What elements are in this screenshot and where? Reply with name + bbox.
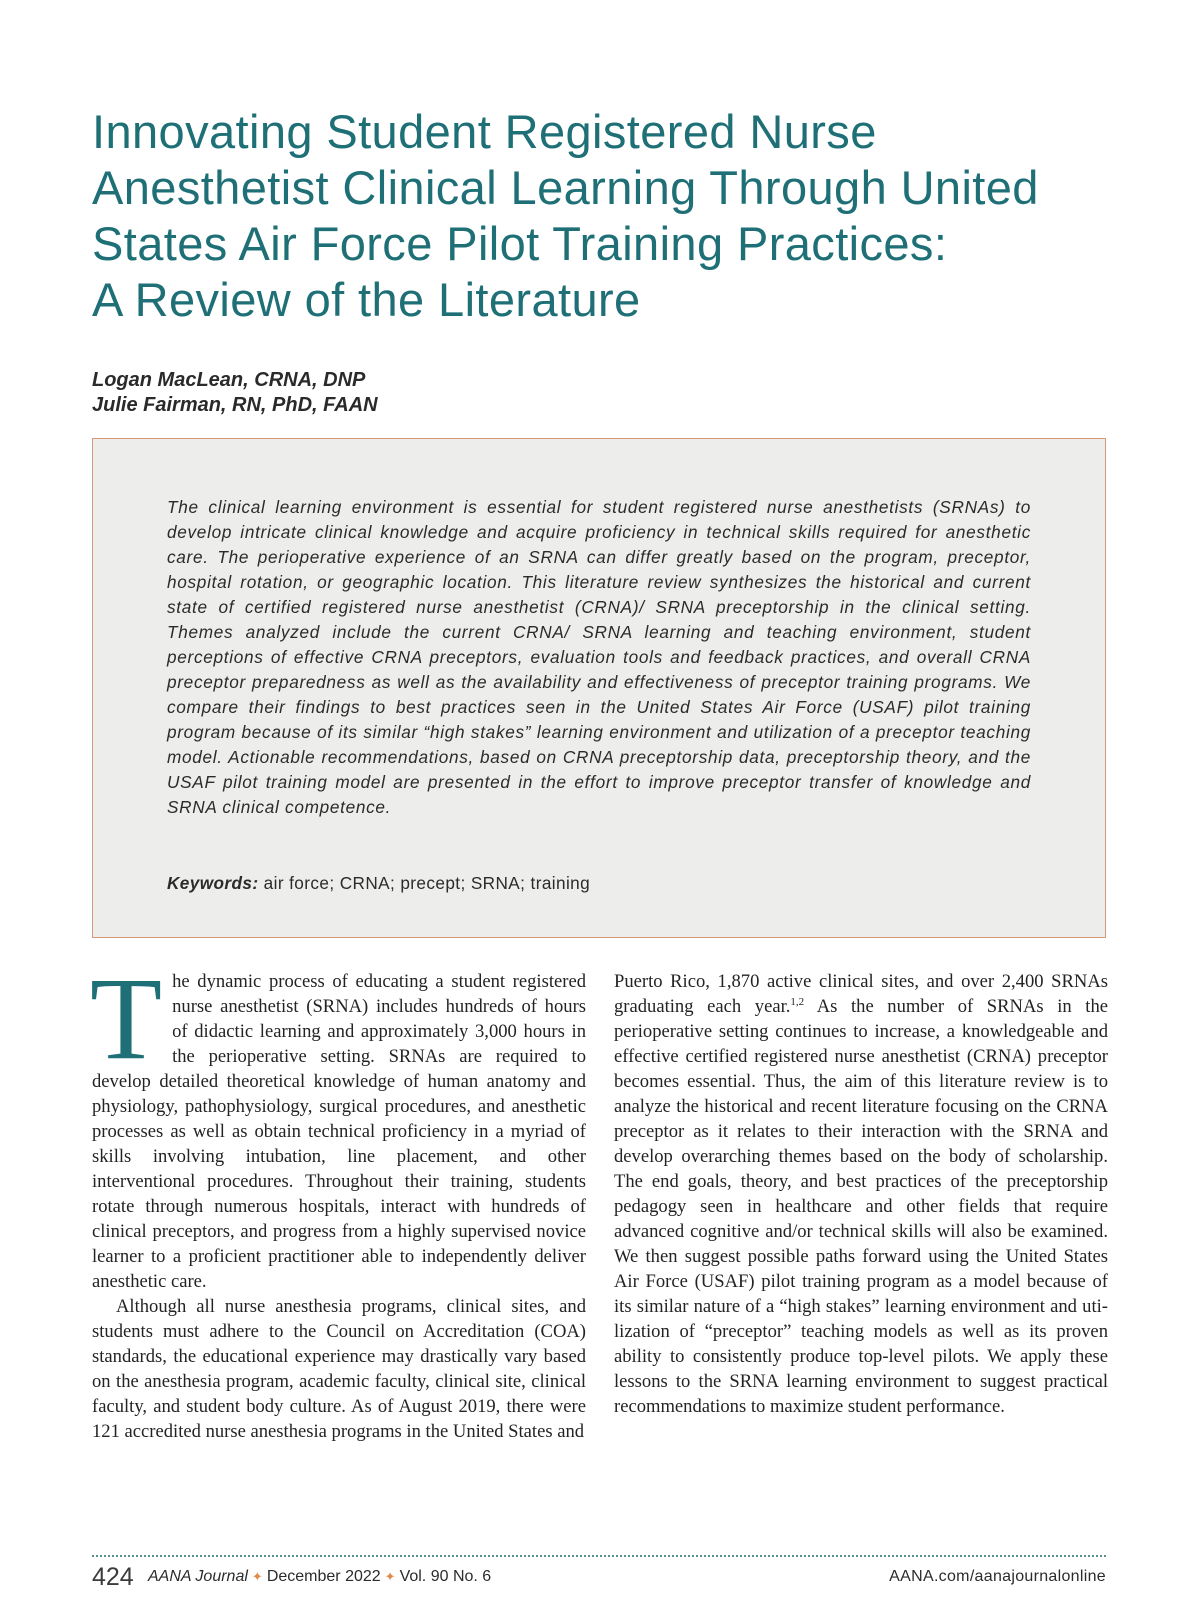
issue-date: December 2022: [266, 1568, 381, 1585]
title-line: States Air Force Pilot Training Practices:: [92, 217, 948, 270]
footer-divider: [92, 1555, 1106, 1557]
abstract-text: The clinical learning environment is essential for student registered nurse anesthetists (SRNAs) to develop intricate clinical knowledge and acquire proficiency in technical skills required for anesthetic care. The perioperative experience of an SRNA can differ greatly based on the program, preceptor, hospital rotation, or geographic location. This literature review synthesizes the historical and current state of certified registered nurse anesthetist (CRNA)/ SRNA preceptorship in the clinical setting. Themes analyzed include the current CRNA/ SRNA learning and teaching environment, student perceptions of effective CRNA preceptors, evaluation tools and feedback practices, and overall CRNA preceptor preparedness as well as the availability and effectiveness of preceptor training programs. We compare their findings to best practices seen in the United States Air Force (USAF) pilot training program because of its similar “high stakes” learning environment and utilization of a preceptor teaching model. Actionable recommendations, based on CRNA preceptorship data, preceptorship theory, and the USAF pilot training model are presented in the effort to improve preceptor transfer of knowledge and SRNA clinical competence.: [167, 497, 1031, 817]
paragraph-text: As the number of SRNAs in the perioperative setting continues to increase, a knowledgeable and effective certified registered nurse anesthetist (CRNA) preceptor becomes essential. Thus, the aim of this literature review is to analyze the historical and recent literature focusing on the CRNA preceptor as it relates to their interaction with the SRNA and develop overarching themes based on the body of scholarship. The end goals, theory, and best practices of the preceptorship pedagogy seen in healthcare and other fields that require advanced cognitive and/or technical skills will also be examined. We then suggest possible paths forward using the United States Air Force (USAF) pilot training program as a model because of its similar nature of a “high stakes” learning environment and utilization of “preceptor” teaching models as well as its proven ability to consistently produce top-level pilots. We apply these lessons to the SRNA learning environment to suggest practical recommendations to maximize student performance.: [614, 996, 1108, 1417]
author-name: Logan MacLean, CRNA, DNP: [92, 369, 366, 391]
author-name: Julie Fairman, RN, PhD, FAAN: [92, 394, 378, 416]
keywords-label: Keywords:: [167, 873, 259, 893]
drop-cap: T: [90, 953, 163, 1084]
keywords: [167, 873, 590, 894]
diamond-separator-icon: ✦: [251, 1569, 263, 1584]
citation-ref[interactable]: 1,2: [790, 995, 805, 1008]
abstract-box: [92, 438, 1106, 938]
journal-citation: [148, 1568, 491, 1586]
body-column-left: [90, 953, 586, 1444]
diamond-separator-icon: ✦: [384, 1569, 396, 1584]
body-column-right: [614, 969, 1108, 1419]
keywords-list: air force; CRNA; precept; SRNA; training: [263, 873, 591, 893]
page-footer: [92, 1562, 1106, 1592]
title-line: Innovating Student Registered Nurse: [92, 105, 877, 158]
body-paragraph: Although all nurse anesthesia programs, clinical sites, and students must adhere to the Council on Accreditation (COA) standards, the educational experience may drastically vary based on the anesthesia program, academic faculty, clinical site, clinical faculty, and student body culture. As of August 2019, there were 121 accredited nurse anesthesia programs in the United States and: [92, 1296, 586, 1442]
page-number: 424: [92, 1563, 134, 1591]
journal-url-link[interactable]: AANA.com/aanajournalonline: [889, 1568, 1106, 1585]
paragraph-text: he dynamic process of educating a student registered nurse anesthetist (SRNA) includes hundreds of hours of didactic learning and approximately 3,000 hours in the perioperative setting. SRNAs are required to develop detailed theoretical knowledge of human anatomy and physiology, pathophysiology, surgical procedures, and anesthetic processes as well as obtain technical proficiency in a myriad of skills involving intubation, line placement, and other interventional procedures. Throughout their training, students rotate through numerous hospitals, interact with hundreds of clinical preceptors, and progress from a highly supervised novice learner to a proficient practitioner able to independently deliver anesthetic care.: [92, 971, 586, 1292]
journal-name: AANA Journal: [148, 1568, 248, 1585]
title-line: Anesthetist Clinical Learning Through United: [92, 161, 1039, 214]
title-line: A Review of the Literature: [92, 273, 641, 326]
volume-issue: Vol. 90 No. 6: [399, 1568, 492, 1585]
body-paragraph: [90, 953, 586, 1294]
body-paragraph: [614, 969, 1108, 1419]
paragraph-text: Puerto Rico, 1,870 active clinical sites, and over 2,400 SRNAs graduating each year.: [614, 971, 1108, 1017]
author-list: [92, 368, 378, 418]
article-title: [92, 104, 1122, 328]
